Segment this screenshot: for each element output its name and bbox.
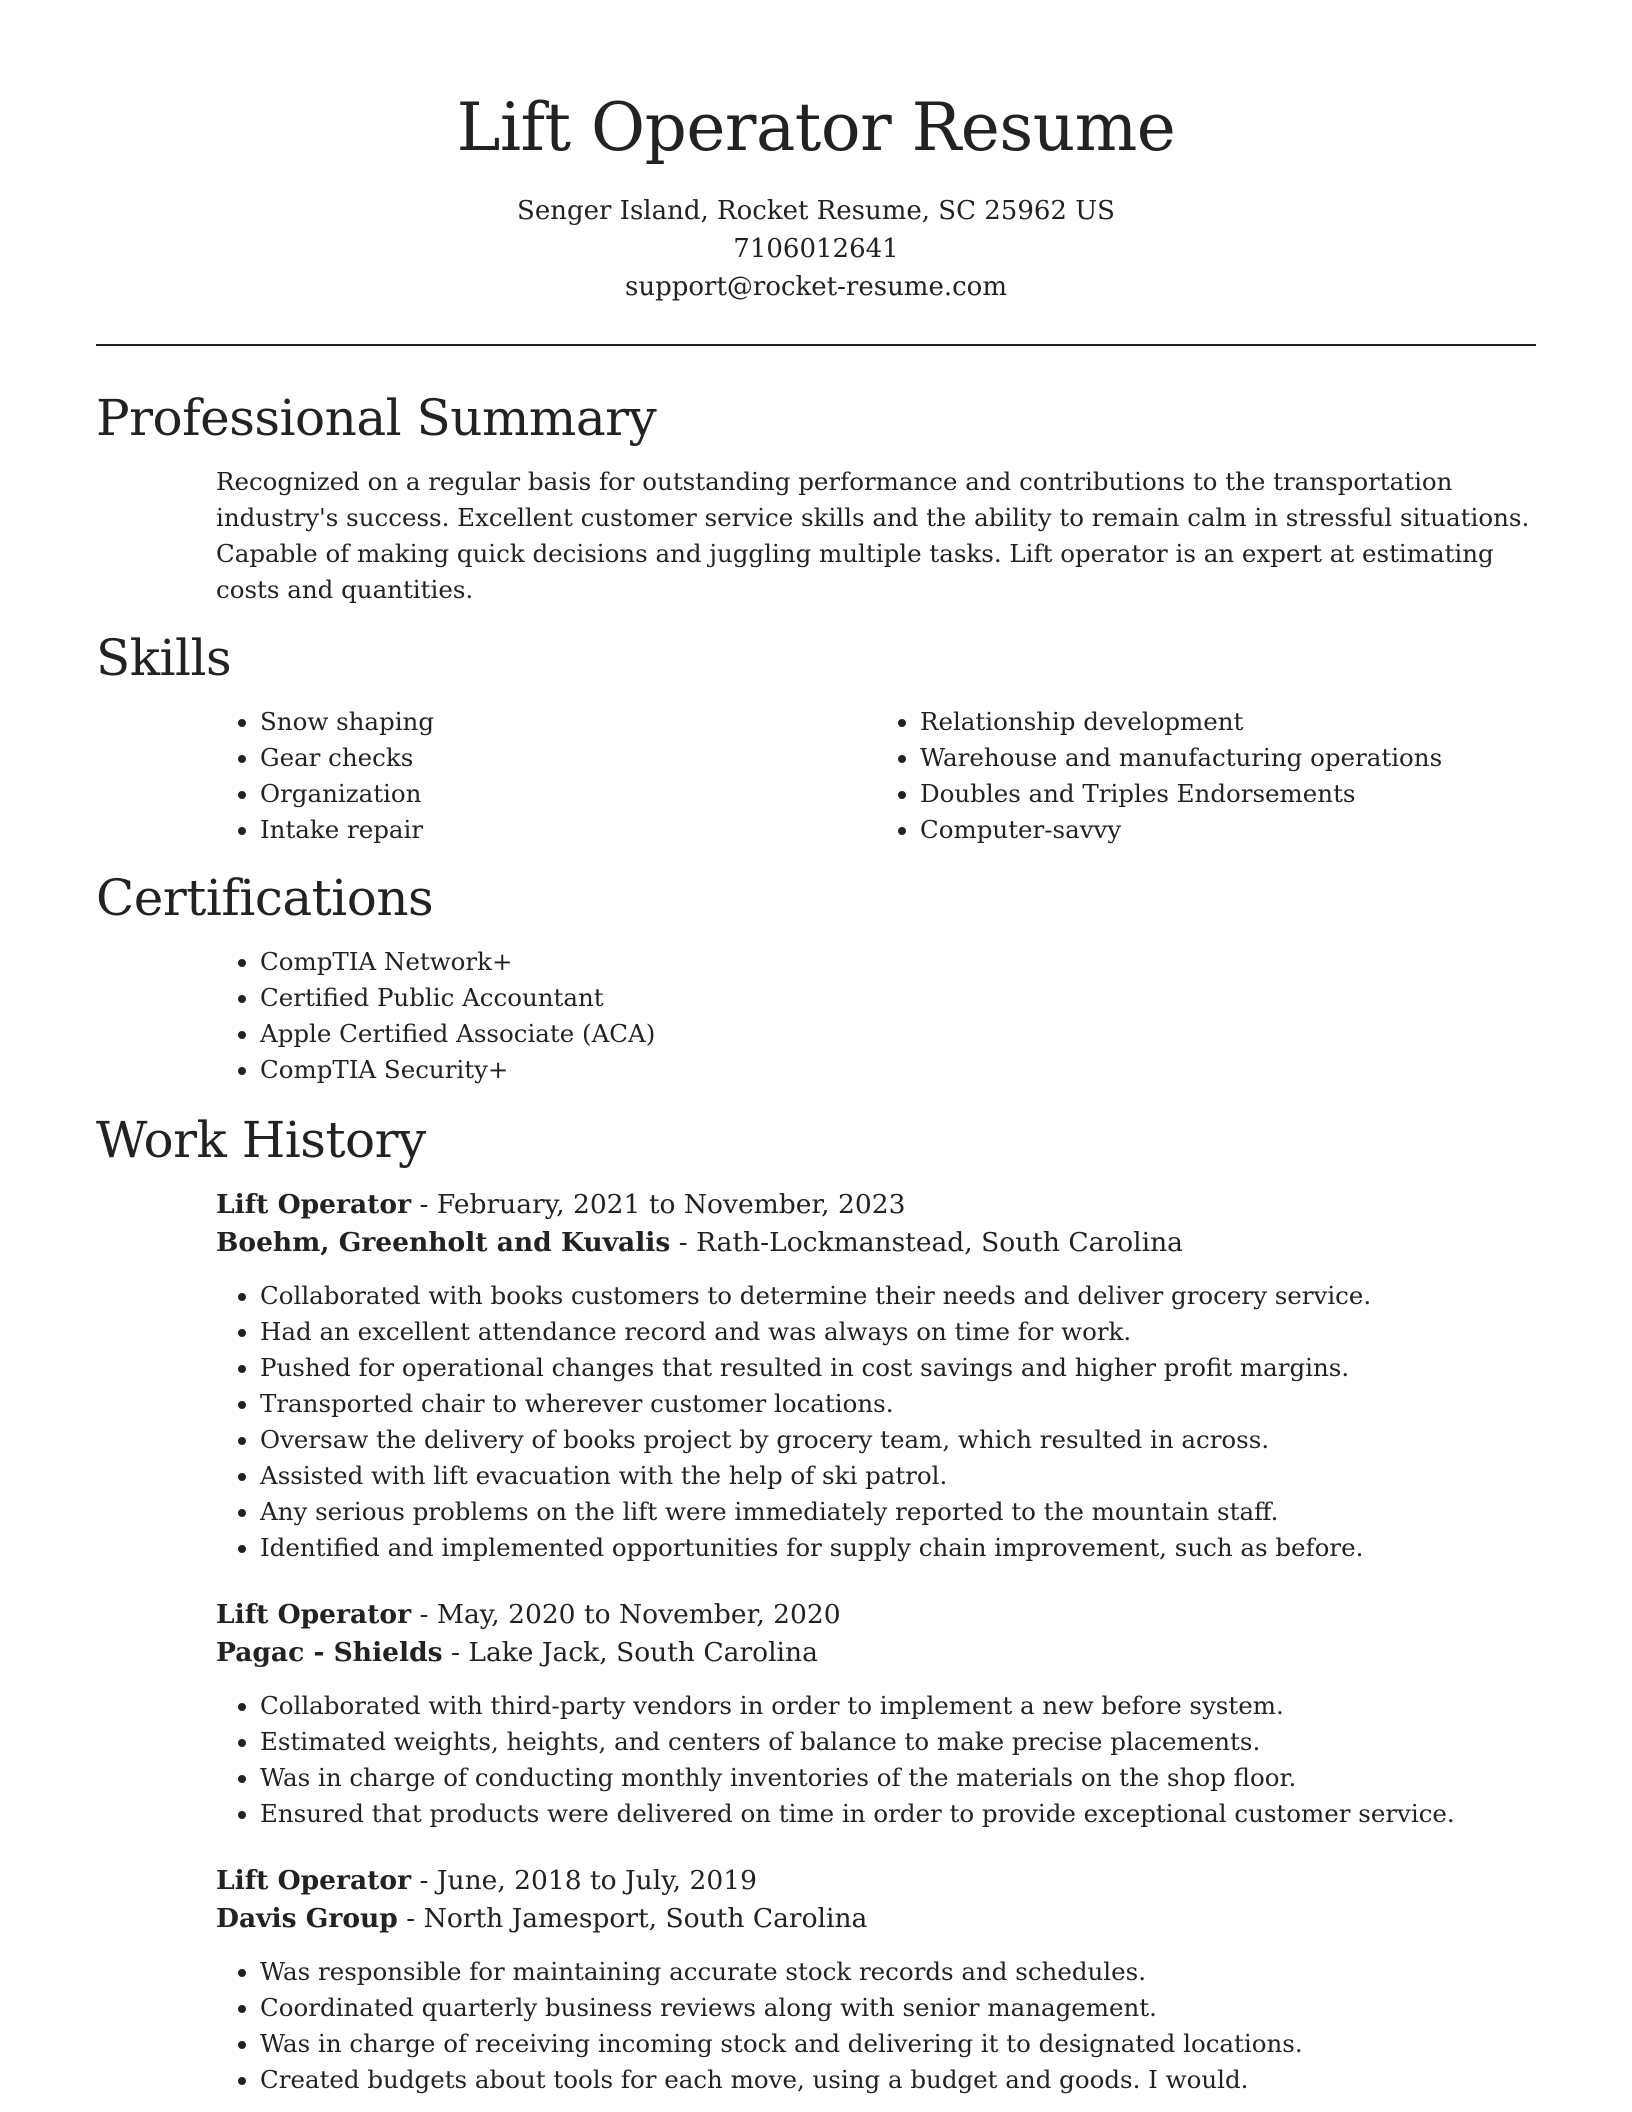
certification-item: • Certified Public Accountant xyxy=(260,980,1536,1016)
job-separator: - xyxy=(442,1637,469,1668)
job-company: Boehm, Greenholt and Kuvalis xyxy=(216,1227,671,1258)
job-bullet: • Ensured that products were delivered on time in order to provide exceptional customer service. xyxy=(260,1796,1536,1832)
skill-item: • Gear checks xyxy=(260,740,876,776)
job-bullet: • Collaborated with third-party vendors in order to implement a new before system. xyxy=(260,1688,1536,1724)
job-bullet: • Transported chair to wherever customer locations. xyxy=(260,1386,1536,1422)
certification-item: • CompTIA Security+ xyxy=(260,1052,1536,1088)
job-title: Lift Operator xyxy=(216,1599,412,1630)
contact-block xyxy=(0,192,1632,306)
job-separator: - xyxy=(411,1865,437,1896)
skill-item: • Relationship development xyxy=(920,704,1536,740)
skills-heading: Skills xyxy=(96,629,232,687)
certifications-heading: Certifications xyxy=(96,869,434,927)
job-entry xyxy=(216,1186,1536,1566)
job-bullet: • Any serious problems on the lift were immediately reported to the mountain staff. xyxy=(260,1494,1536,1530)
certification-item: • CompTIA Network+ xyxy=(260,944,1536,980)
job-bullet: • Assisted with lift evacuation with the help of ski patrol. xyxy=(260,1458,1536,1494)
job-title-line xyxy=(216,1862,1536,1900)
work-history-section xyxy=(216,1186,1536,2098)
job-location: Rath-Lockmanstead, South Carolina xyxy=(696,1227,1183,1258)
job-bullet: • Created budgets about tools for each move, using a budget and goods. I would. xyxy=(260,2062,1536,2098)
job-bullet: • Collaborated with books customers to determine their needs and deliver grocery service. xyxy=(260,1278,1536,1314)
skill-item: • Intake repair xyxy=(260,812,876,848)
job-entry xyxy=(216,1596,1536,1832)
job-dates: June, 2018 to July, 2019 xyxy=(436,1865,757,1896)
job-bullet: • Was in charge of receiving incoming stock and delivering it to designated locations. xyxy=(260,2026,1536,2062)
job-company-line xyxy=(216,1900,1536,1938)
job-dates: May, 2020 to November, 2020 xyxy=(436,1599,841,1630)
skills-list-left xyxy=(216,704,876,848)
job-entry xyxy=(216,1862,1536,2098)
job-company-line xyxy=(216,1634,1536,1672)
job-title-line xyxy=(216,1186,1536,1224)
job-location: Lake Jack, South Carolina xyxy=(468,1637,818,1668)
summary-section xyxy=(216,464,1536,608)
skill-item: • Computer-savvy xyxy=(920,812,1536,848)
resume-header xyxy=(0,0,1632,306)
contact-address: Senger Island, Rocket Resume, SC 25962 US xyxy=(517,196,1115,226)
job-company-line xyxy=(216,1224,1536,1262)
job-bullet: • Was in charge of conducting monthly inventories of the materials on the shop floor. xyxy=(260,1760,1536,1796)
header-divider xyxy=(96,344,1536,346)
job-dates: February, 2021 to November, 2023 xyxy=(436,1189,906,1220)
summary-heading: Professional Summary xyxy=(96,389,657,447)
skill-item: • Organization xyxy=(260,776,876,812)
job-separator: - xyxy=(670,1227,697,1258)
job-bullet: • Pushed for operational changes that resulted in cost savings and higher profit margins. xyxy=(260,1350,1536,1386)
certification-item: • Apple Certified Associate (ACA) xyxy=(260,1016,1536,1052)
job-bullet: • Estimated weights, heights, and centers of balance to make precise placements. xyxy=(260,1724,1536,1760)
job-bullet: • Coordinated quarterly business reviews along with senior management. xyxy=(260,1990,1536,2026)
job-location: North Jamesport, South Carolina xyxy=(423,1903,868,1934)
job-bullets xyxy=(216,1688,1536,1832)
skill-item: • Snow shaping xyxy=(260,704,876,740)
contact-email: support@rocket-resume.com xyxy=(624,272,1007,302)
job-separator: - xyxy=(411,1599,437,1630)
job-bullet: • Identified and implemented opportunities for supply chain improvement, such as before. xyxy=(260,1530,1536,1566)
job-bullets xyxy=(216,1278,1536,1566)
skill-item: • Doubles and Triples Endorsements xyxy=(920,776,1536,812)
contact-phone: 7106012641 xyxy=(733,234,899,264)
job-bullet: • Was responsible for maintaining accurate stock records and schedules. xyxy=(260,1954,1536,1990)
certifications-section xyxy=(216,944,1536,1088)
job-bullet: • Oversaw the delivery of books project by grocery team, which resulted in across. xyxy=(260,1422,1536,1458)
job-title: Lift Operator xyxy=(216,1189,412,1220)
job-title: Lift Operator xyxy=(216,1865,412,1896)
skills-section xyxy=(216,704,1536,848)
job-separator: - xyxy=(411,1189,437,1220)
resume-title: Lift Operator Resume xyxy=(456,89,1176,166)
summary-text: Recognized on a regular basis for outstanding performance and contributions to the transportation industry's success. Excellent customer service skills and the ability to remain calm in stressful situations. Capable of making quick decisions and juggling multiple tasks. Lift operator is an expert at estimating costs and quantities. xyxy=(216,467,1530,604)
job-company: Pagac - Shields xyxy=(216,1637,443,1668)
job-separator: - xyxy=(397,1903,424,1934)
job-company: Davis Group xyxy=(216,1903,398,1934)
job-title-line xyxy=(216,1596,1536,1634)
job-bullet: • Had an excellent attendance record and was always on time for work. xyxy=(260,1314,1536,1350)
work-history-heading: Work History xyxy=(96,1111,426,1169)
job-bullets xyxy=(216,1954,1536,2098)
skill-item: • Warehouse and manufacturing operations xyxy=(920,740,1536,776)
skills-list-right xyxy=(876,704,1536,848)
certifications-list xyxy=(216,944,1536,1088)
